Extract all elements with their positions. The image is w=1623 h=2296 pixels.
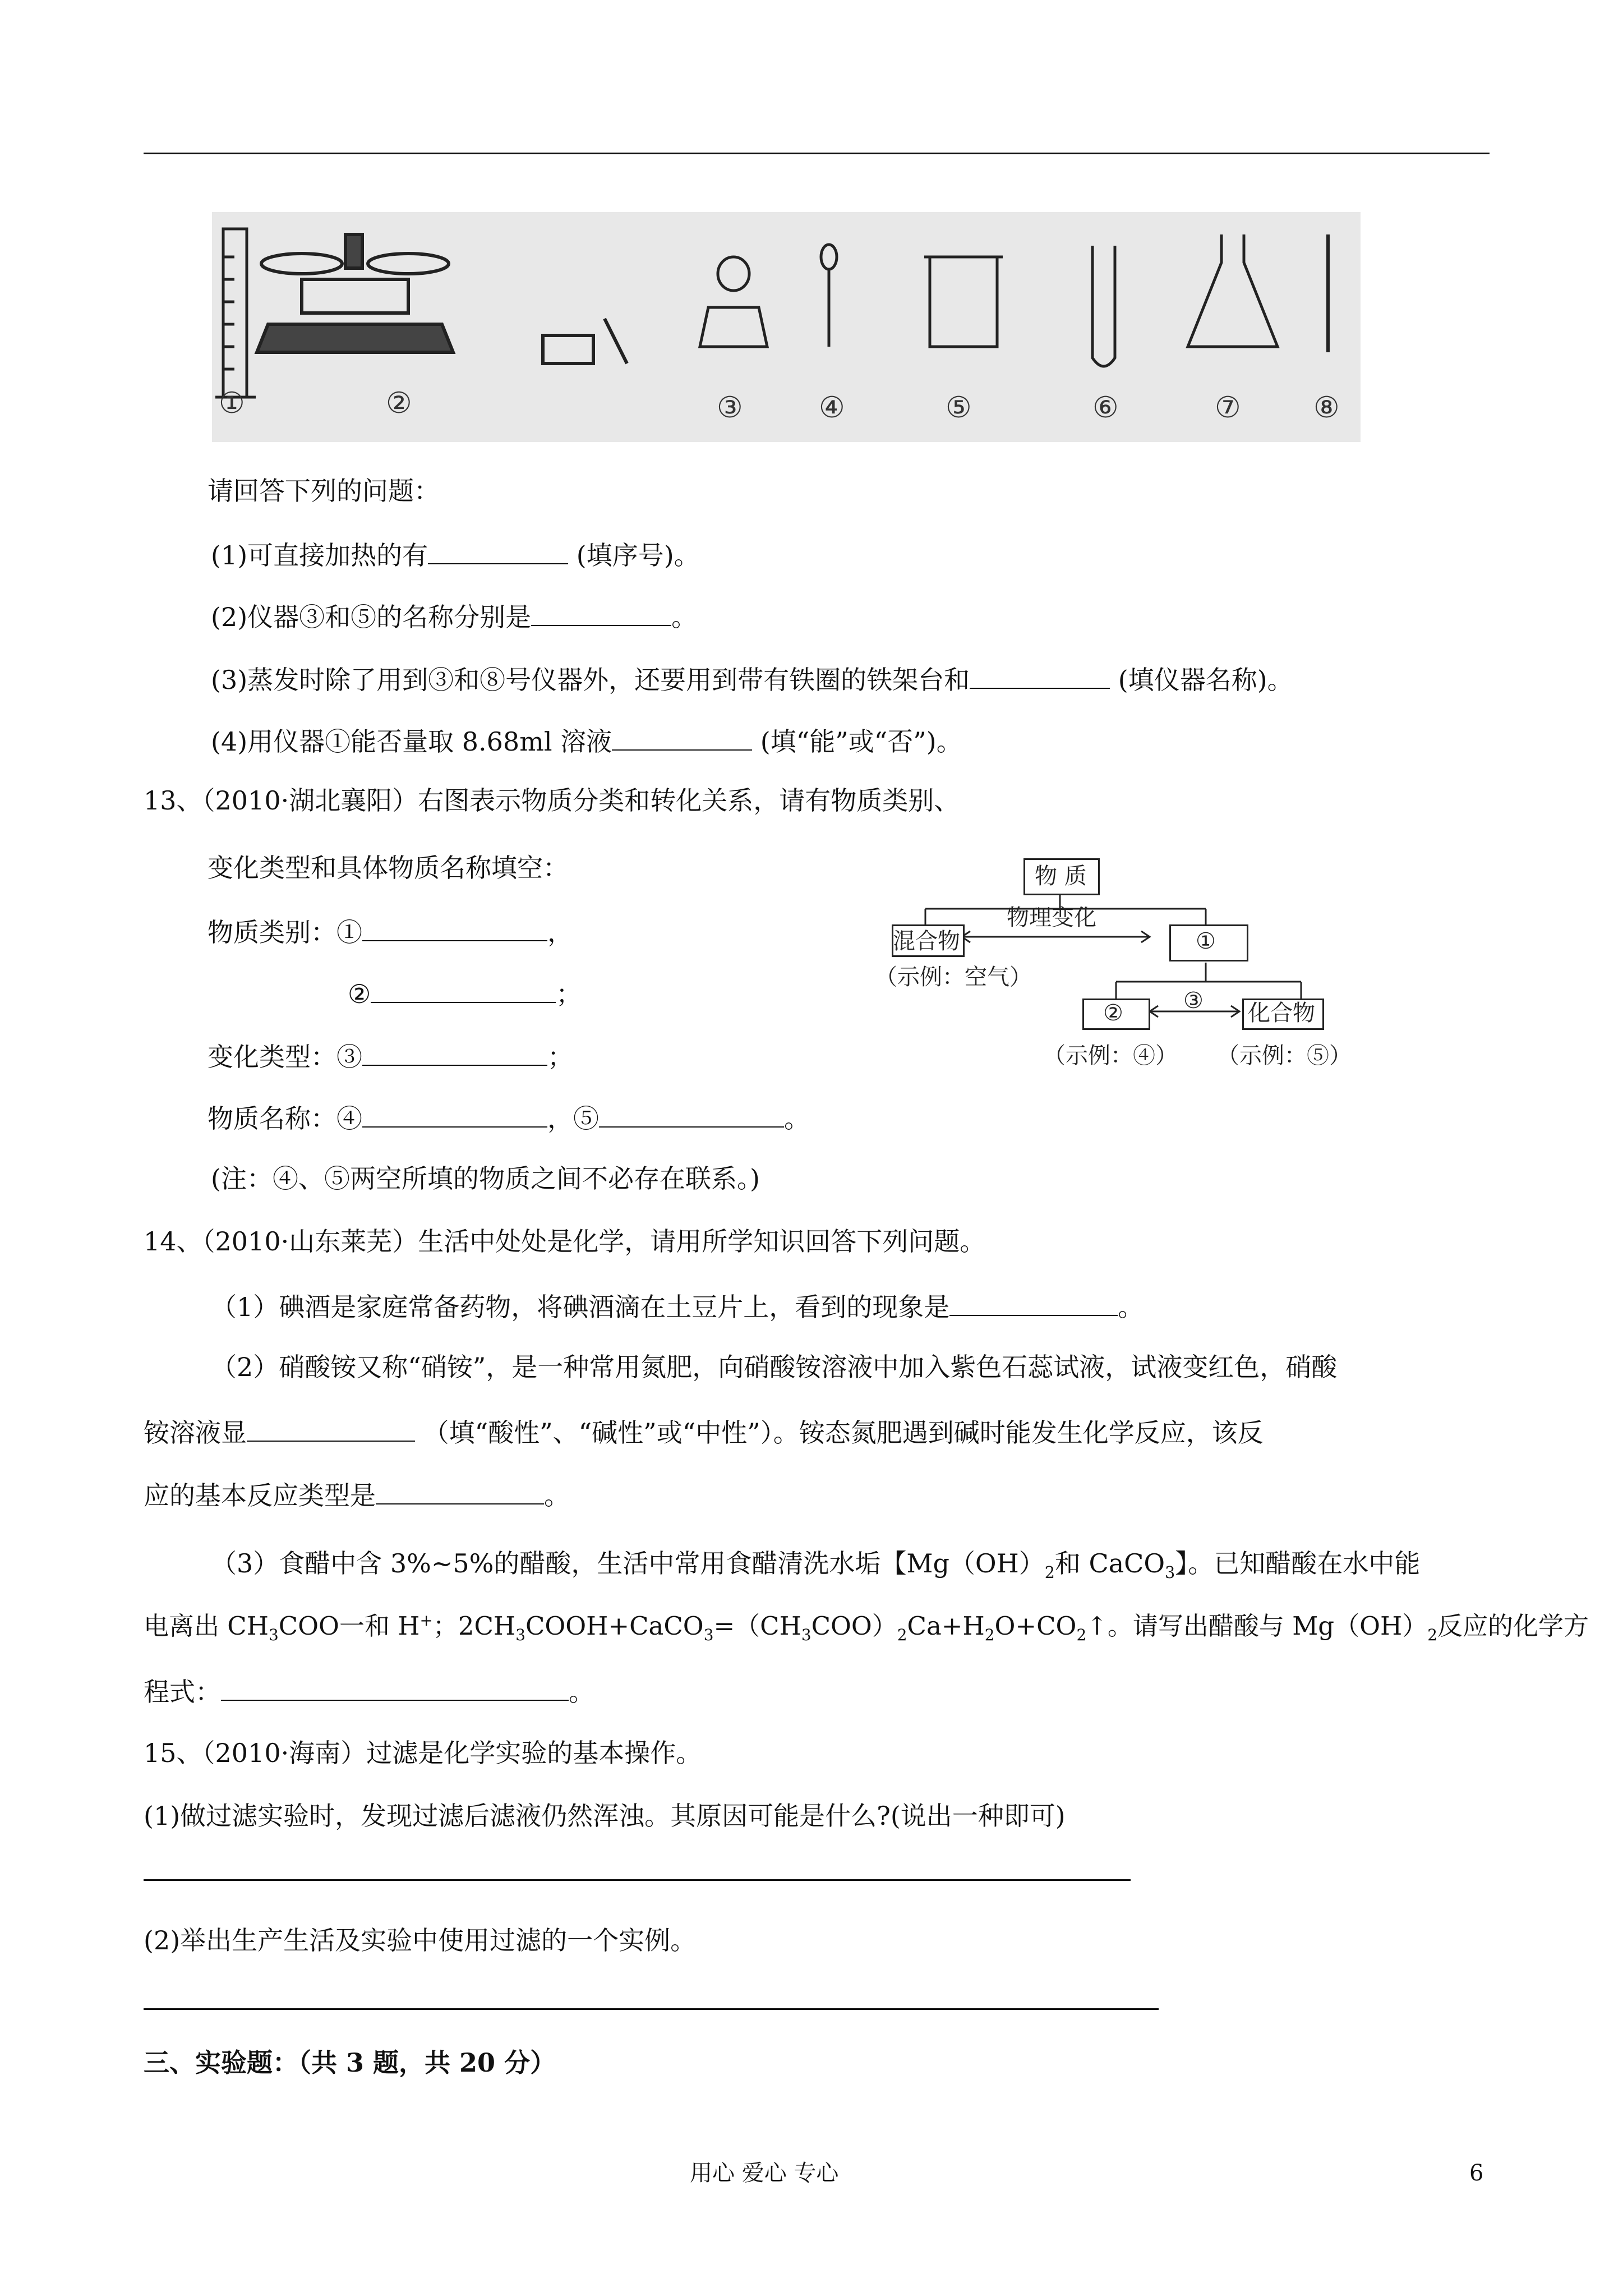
answer-blank[interactable] bbox=[612, 724, 752, 751]
answer-blank[interactable] bbox=[531, 599, 671, 626]
section-heading: 三、实验题：（共 3 题，共 20 分） bbox=[144, 2047, 556, 2078]
answer-blank[interactable] bbox=[949, 1289, 1118, 1316]
q12-part2: (2)仪器③和⑤的名称分别是 。 bbox=[211, 599, 697, 633]
q15-answer-line-2[interactable] bbox=[144, 2008, 1159, 2010]
alcohol-lamp-icon bbox=[700, 257, 767, 347]
q12-part1: (1)可直接加热的有 (填序号)。 bbox=[211, 537, 700, 571]
diagram-physical-change: 物理变化 bbox=[1007, 905, 1096, 931]
q14-part3-line2: 电离出 $CH_3COO$一和 H+；$2CH_3COOH+CaCO_3=(CH_3COO)_2Ca+H_2O+CO_2↑$。请写出醋酸与 $Mg(OH)_2$反应的化学方 bbox=[144, 1611, 1589, 1644]
answer-blank[interactable] bbox=[247, 1415, 415, 1442]
answer-blank[interactable] bbox=[970, 662, 1110, 689]
q13-category-2: ② ； bbox=[348, 976, 582, 1010]
figure-label-8: ⑧ bbox=[1313, 391, 1340, 425]
q12-part4: (4)用仪器①能否量取 8.68ml 溶液 (填“能”或“否”)。 bbox=[211, 724, 962, 757]
answer-blank[interactable] bbox=[362, 1101, 547, 1128]
q14-title: 14、（2010·山东莱芜）生活中处处是化学，请用所学知识回答下列问题。 bbox=[144, 1226, 986, 1257]
answer-blank[interactable] bbox=[376, 1478, 544, 1504]
q14-part3-line3: 程式： 。 bbox=[144, 1674, 594, 1708]
header-rule bbox=[144, 153, 1490, 154]
answer-blank[interactable] bbox=[371, 976, 556, 1003]
diagram-example-4: （示例：④） bbox=[1043, 1043, 1178, 1069]
q13-substance-names: 物质名称：④ ，⑤ 。 bbox=[208, 1101, 810, 1134]
q12-part3: (3)蒸发时除了用到③和⑧号仪器外，还要用到带有铁圈的铁架台和 (填仪器名称)。 bbox=[211, 662, 1293, 696]
q15-title: 15、（2010·海南）过滤是化学实验的基本操作。 bbox=[144, 1738, 702, 1768]
figure-label-7: ⑦ bbox=[1215, 391, 1241, 425]
q14-part2-line3: 应的基本反应类型是 。 bbox=[144, 1478, 570, 1511]
diagram-compound: 化合物 bbox=[1248, 1000, 1315, 1026]
q13-line2: 变化类型和具体物质名称填空： bbox=[208, 853, 569, 883]
answer-blank[interactable] bbox=[599, 1101, 784, 1128]
figure-label-2: ② bbox=[386, 386, 412, 420]
diagram-label-2: ② bbox=[1103, 1000, 1123, 1026]
q13-category-1: 物质类别：① ， bbox=[208, 914, 573, 948]
q14-part1: （1）碘酒是家庭常备药物，将碘酒滴在土豆片上，看到的现象是 。 bbox=[211, 1289, 1144, 1323]
classification-diagram bbox=[864, 853, 1368, 1099]
footer-motto: 用心 爱心 专心 bbox=[690, 2160, 839, 2186]
q13-line1: 13、（2010·湖北襄阳）右图表示物质分类和转化关系，请有物质类别、 bbox=[144, 785, 960, 816]
diagram-mixture: 混合物 bbox=[893, 928, 960, 954]
diagram-label-1: ① bbox=[1196, 928, 1216, 954]
dropper-icon bbox=[821, 245, 837, 347]
q15-part2: (2)举出生产生活及实验中使用过滤的一个实例。 bbox=[144, 1925, 697, 1955]
balance-icon bbox=[257, 234, 627, 364]
graduated-cylinder-icon bbox=[215, 229, 256, 397]
apparatus-drawing bbox=[212, 212, 1361, 442]
apparatus-figure bbox=[212, 212, 1361, 442]
diagram-label-3: ③ bbox=[1183, 988, 1204, 1014]
q13-change-type: 变化类型：③ ； bbox=[208, 1039, 573, 1073]
q12-intro: 请回答下列的问题： bbox=[208, 476, 440, 506]
figure-label-5: ⑤ bbox=[946, 391, 972, 425]
answer-blank[interactable] bbox=[362, 914, 547, 941]
conical-flask-icon bbox=[1188, 234, 1278, 347]
figure-label-6: ⑥ bbox=[1092, 391, 1119, 425]
answer-blank[interactable] bbox=[221, 1674, 569, 1701]
answer-blank[interactable] bbox=[362, 1039, 547, 1066]
answer-blank[interactable] bbox=[428, 537, 568, 564]
test-tube-icon bbox=[1092, 246, 1115, 366]
q13-note: (注：④、⑤两空所填的物质之间不必存在联系。) bbox=[211, 1163, 760, 1194]
beaker-icon bbox=[924, 257, 1003, 347]
q14-part2-line2: 铵溶液显 （填“酸性”、“碱性”或“中性”）。铵态氮肥遇到碱时能发生化学反应，该反 bbox=[144, 1415, 1264, 1448]
q15-answer-line-1[interactable] bbox=[144, 1879, 1131, 1881]
diagram-example-5: （示例：⑤） bbox=[1217, 1043, 1352, 1069]
q14-part2-line1: （2）硝酸铵又称“硝铵”，是一种常用氮肥，向硝酸铵溶液中加入紫色石蕊试液，试液变红色，硝酸 bbox=[211, 1352, 1338, 1382]
diagram-substance: 物 质 bbox=[1035, 863, 1087, 889]
q14-part3-line1: （3）食醋中含 3%~5%的醋酸，生活中常用食醋清洗水垢【$Mg(OH)_2$和 CaCO$_3$】。已知醋酸在水中能 bbox=[211, 1548, 1421, 1582]
page-number: 6 bbox=[1469, 2160, 1484, 2186]
figure-label-1: ① bbox=[219, 386, 245, 420]
figure-label-3: ③ bbox=[717, 391, 743, 425]
q15-part1: (1)做过滤实验时，发现过滤后滤液仍然浑浊。其原因可能是什么?(说出一种即可) bbox=[144, 1801, 1066, 1831]
diagram-example-air: （示例：空气） bbox=[875, 964, 1032, 990]
figure-label-4: ④ bbox=[819, 391, 845, 425]
